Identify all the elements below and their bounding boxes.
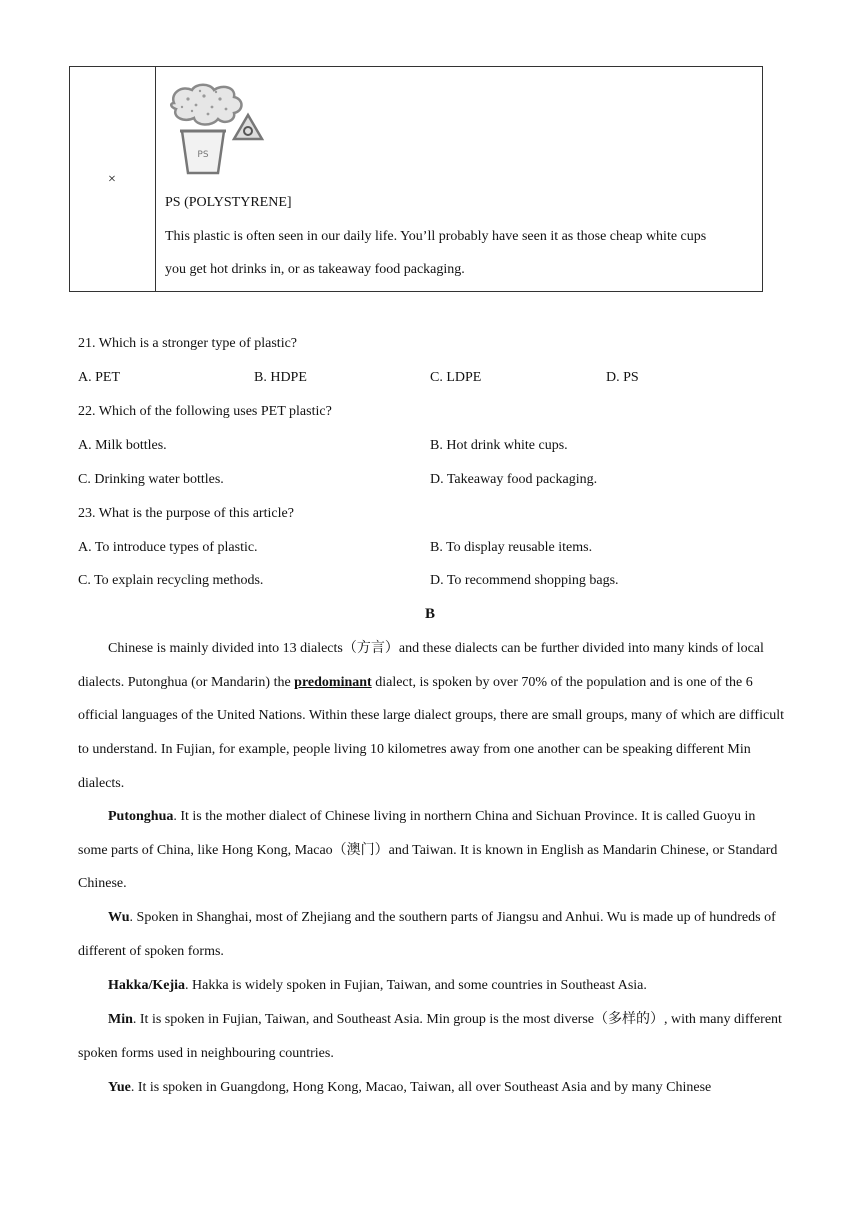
plastic-description-line: This plastic is often seen in our daily life. You’ll probably have seen it as those cheap white cups — [165, 229, 707, 244]
polystyrene-cup-icon — [166, 81, 276, 191]
term-wu: Wu — [108, 910, 130, 925]
question-22: 22. Which of the following uses PET plastic? — [78, 404, 332, 419]
option-21-d: D. PS — [606, 370, 639, 385]
svg-text:PS: PS — [197, 150, 209, 160]
question-23: 23. What is the purpose of this article? — [78, 506, 294, 521]
option-23-d: D. To recommend shopping bags. — [430, 573, 619, 588]
option-23-c: C. To explain recycling methods. — [78, 573, 264, 588]
section-label: B — [424, 606, 435, 622]
cross-mark: × — [108, 172, 116, 187]
option-23-a: A. To introduce types of plastic. — [78, 540, 258, 555]
term-hakka: Hakka/Kejia — [108, 978, 186, 993]
option-22-b: B. Hot drink white cups. — [430, 438, 568, 453]
term-yue: Yue — [108, 1080, 131, 1095]
option-22-d: D. Takeaway food packaging. — [430, 472, 598, 487]
passage-wu: Wu. Spoken in Shanghai, most of Zhejiang and the southern parts of Jiangsu and Anhui. Wu is made up of hundreds of different of spoken forms. — [78, 910, 776, 959]
question-21: 21. Which is a stronger type of plastic? — [78, 336, 298, 351]
option-22-c: C. Drinking water bottles. — [78, 472, 224, 487]
passage-intro: Chinese is mainly divided into 13 dialects（方言）and these dialects can be further divided into many kinds of local dialects. Putonghua (or Mandarin) the predominant dialect, is spoken by over 70% of the population and is one of the 6 official languages of the United Nations. Within these large dialect groups, there are small groups, many of which are difficult to understand. In Fujian, for example, people living 10 kilometres away from one another can be speaking different Min dialects. — [78, 641, 784, 791]
plastic-description-line: you get hot drinks in, or as takeaway food packaging. — [165, 262, 465, 277]
table-column-divider — [155, 67, 156, 291]
plastic-title: PS (POLYSTYRENE] — [165, 195, 292, 210]
option-21-a: A. PET — [78, 370, 120, 385]
term-min: Min — [108, 1012, 133, 1027]
term-putonghua: Putonghua — [108, 809, 174, 824]
plastic-table-row — [69, 66, 763, 292]
passage-min: Min. It is spoken in Fujian, Taiwan, and Southeast Asia. Min group is the most diverse（多样的）, with many different spoken forms used in neighbouring countries. — [78, 1012, 782, 1061]
option-22-a: A. Milk bottles. — [78, 438, 167, 453]
passage-hakka: Hakka/Kejia. Hakka is widely spoken in Fujian, Taiwan, and some countries in Southeast Asia. — [108, 978, 647, 993]
option-21-c: C. LDPE — [430, 370, 482, 385]
predominant-word: predominant — [294, 674, 372, 690]
passage-putonghua: Putonghua. It is the mother dialect of Chinese living in northern China and Sichuan Province. It is called Guoyu in some parts of China, like Hong Kong, Macao（澳门）and Taiwan. It is known in English as Mandarin Chinese, or Standard Chinese. — [78, 809, 778, 892]
option-21-b: B. HDPE — [254, 370, 307, 385]
option-23-b: B. To display reusable items. — [430, 540, 593, 555]
passage-yue: Yue. It is spoken in Guangdong, Hong Kong, Macao, Taiwan, all over Southeast Asia and by many Chinese — [108, 1080, 712, 1095]
